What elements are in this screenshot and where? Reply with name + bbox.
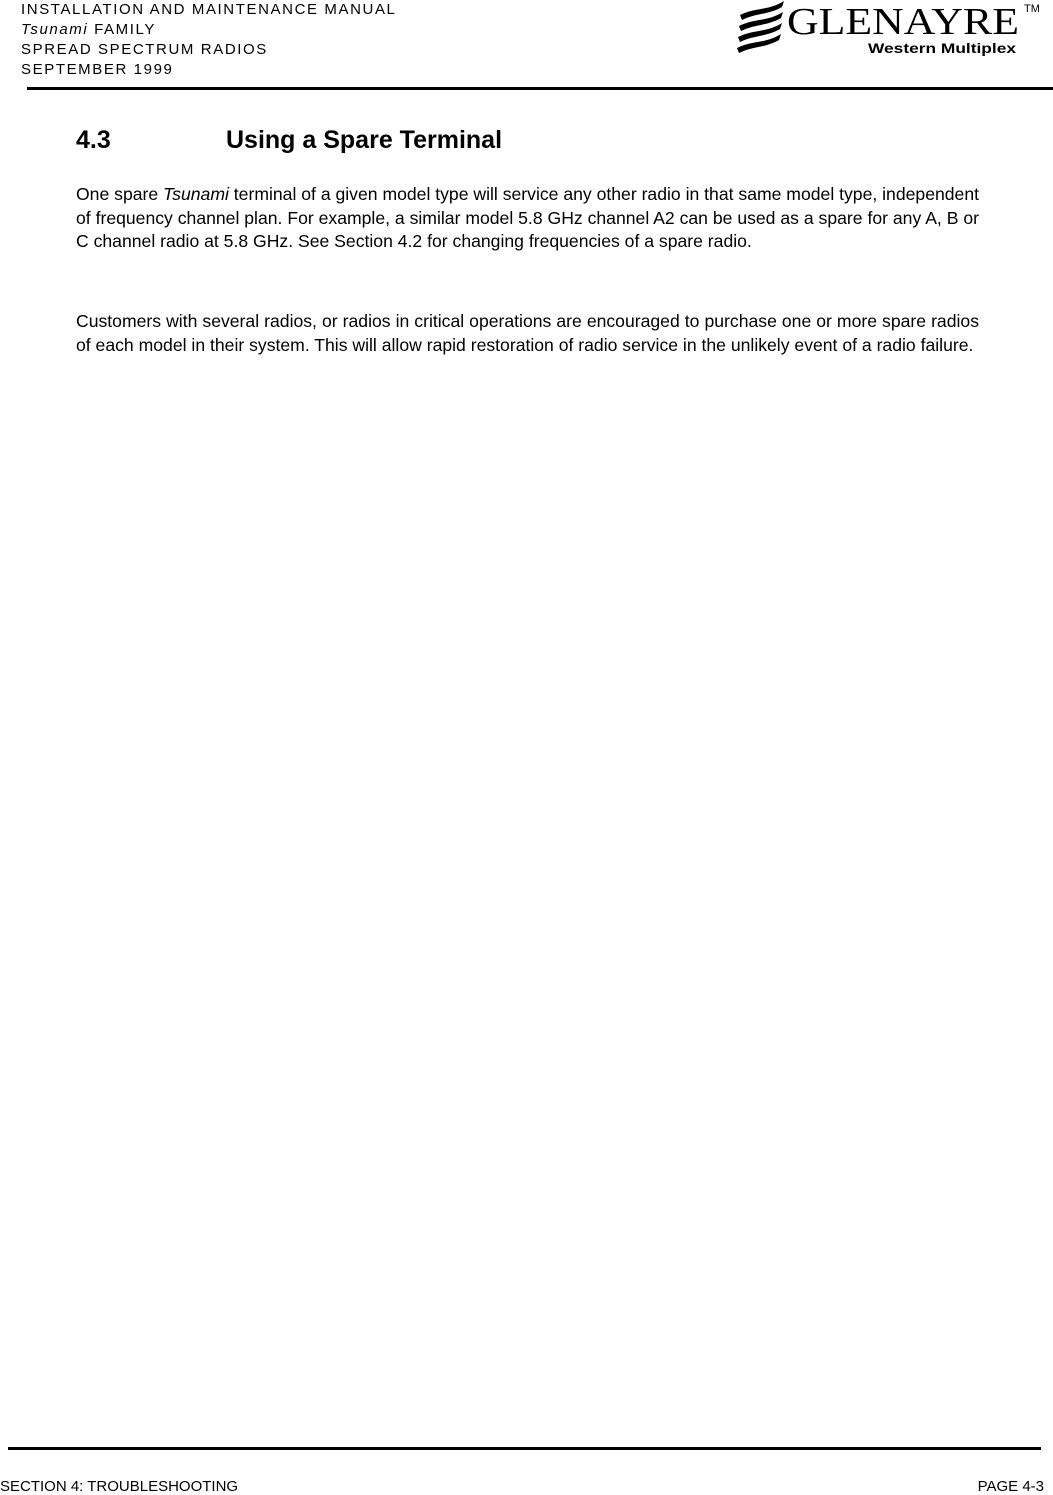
family-label: FAMILY [88, 21, 156, 38]
product-type: SPREAD SPECTRUM RADIOS [21, 41, 268, 58]
glenayre-logo [735, 0, 1047, 60]
paragraph1-body: terminal of a given model type will service any other radio in that same model type, independent of frequency channel plan. For example, a similar model 5.8 GHz channel A2 can be used as a spare for any A, B or C channel radio at 5.8 GHz. See Section 4.2 for changing frequencies of a spare radio. [76, 184, 980, 251]
paragraph-spare-terminal [76, 183, 979, 254]
publication-date: SEPTEMBER 1999 [21, 61, 174, 78]
paragraph1-product-name: Tsunami [163, 184, 229, 204]
logo-subtitle: Western Multiplex [868, 40, 1017, 56]
product-family [21, 20, 397, 40]
document-header [21, 0, 397, 80]
product-name: Tsunami [21, 21, 89, 38]
wave-mark-icon [737, 1, 784, 53]
manual-title: INSTALLATION AND MAINTENANCE MANUAL [21, 1, 397, 18]
section-heading [76, 126, 502, 155]
footer-section-label: SECTION 4: TROUBLESHOOTING [0, 1478, 239, 1495]
trademark-symbol: TM [1024, 3, 1040, 15]
logo-wordmark: GLENAYRE [787, 1, 1019, 43]
header-divider [27, 87, 1053, 90]
footer-divider [8, 1447, 1041, 1450]
paragraph-customers: Customers with several radios, or radios in critical operations are encouraged to purchase one or more spare radios of each model in their system. This will allow rapid restoration of radio service in the unlikely event of a radio failure. [76, 311, 979, 355]
section-number: 4.3 [76, 126, 111, 154]
paragraph1-lead: One spare [76, 184, 164, 204]
section-title: Using a Spare Terminal [226, 126, 503, 154]
footer-page-number: PAGE 4-3 [977, 1478, 1044, 1495]
